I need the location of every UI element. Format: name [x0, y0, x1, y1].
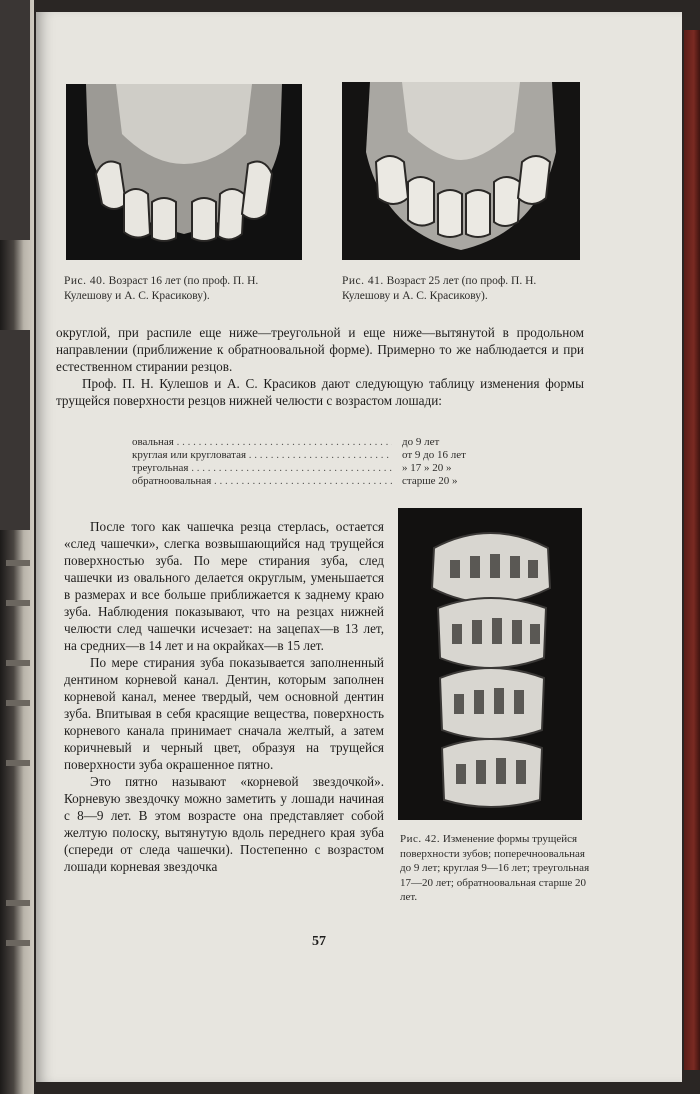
table-shape-cell: овальная . . .: [132, 436, 392, 449]
left-page-text: [6, 760, 30, 766]
left-page-text: [6, 700, 30, 706]
table-row: [132, 436, 512, 449]
paragraph-root-canal: По мере стирания зуба показывается заполненный дентином корневой канал. Дентин, которым заполнен корневой канал, менее твердый, чем основной дентин зуба. Впитывая в себя красящие вещества, поверхность корневого канала принимает сначала желтый, а затем коричневый и черный цвет, образуя на трущейся поверхности зуба окрашенное пятно.: [64, 655, 384, 772]
paragraph-table-intro: Проф. П. Н. Кулешов и А. С. Красиков дают следующую таблицу изменения формы трущейся поверхности резцов нижней челюсти с возрастом лошади:: [56, 376, 584, 408]
left-page-text: [6, 660, 30, 666]
paragraph-root-star: Это пятно называют «корневой звездочкой». Корневую звездочку можно заметить у лошади начиная с 8—9 лет. В этом возрасте она представляет собой желтую полоску, вытянутую вдоль переднего края зуба (спереди от следа чашечки). Постепенно с возрастом лошади корневая звездочка: [64, 774, 384, 874]
left-page-photo: [0, 330, 30, 530]
table-age-cell: от 9 до 16 лет: [402, 449, 466, 461]
table-age-cell: до 9 лет: [402, 436, 440, 448]
age-shape-table: [132, 436, 512, 488]
figure-41-caption: [342, 274, 586, 304]
paragraph-continuation: округлой, при распиле еще ниже—треугольной и еще ниже—вытянутой в продольном направлении (приближение к обратноовальной форме). Примерно то же наблюдается и при естественном стирании резцов.: [56, 325, 584, 374]
table-row: [132, 462, 512, 475]
table-shape-cell: круглая или кругловатая . . .: [132, 449, 392, 462]
figure-41-label: Рис. 41.: [342, 275, 384, 287]
paragraph-cup-trace: После того как чашечка резца стерлась, остается «след чашечки», слегка возвышающийся над трущейся поверхностью зуба. По мере стирания зуба, след чашечки из овального делается округлым, уменьшается в размерах и все больше приближается к заднему краю зуба. Наблюдения показывают, что на резцах нижней челюсти след чашечки исчезает: на зацепах—в 13 лет, на средних—в 14 лет и на окрайках—в 15 лет.: [64, 519, 384, 653]
figure-42-label: Рис. 42.: [400, 833, 441, 845]
left-page-text: [6, 600, 30, 606]
paragraph-top: [56, 324, 584, 409]
figure-40-photo: [66, 84, 302, 260]
table-shape-cell: обратноовальная . . .: [132, 475, 392, 488]
left-page-text: [6, 560, 30, 566]
figure-42-photo: [398, 508, 582, 820]
figure-40-caption: [64, 274, 304, 304]
book-cover-edge: [684, 30, 700, 1070]
paragraph-column: [64, 518, 384, 875]
figure-41-photo: [342, 82, 580, 260]
figure-42-caption: [400, 832, 590, 905]
left-page-edge: [0, 0, 34, 1094]
table-row: [132, 475, 512, 488]
table-row: [132, 449, 512, 462]
left-page-text: [6, 900, 30, 906]
left-page-text: [6, 940, 30, 946]
left-page-photo: [0, 0, 30, 240]
table-shape-cell: треугольная . . .: [132, 462, 392, 475]
figure-42-caption-text: Изменение формы трущейся поверхности зубов; поперечноовальная до 9 лет; круглая 9—16 лет; треугольная 17—20 лет; обратноовальная старше 20 лет.: [400, 833, 590, 903]
page-number: 57: [312, 934, 326, 949]
figure-40-label: Рис. 40.: [64, 275, 106, 287]
figure-40-caption-text: Возраст 16 лет (по проф. П. Н. Кулешову и А. С. Красикову).: [64, 275, 259, 302]
table-age-cell: » 17 » 20 »: [402, 462, 452, 474]
table-age-cell: старше 20 »: [402, 475, 458, 487]
book-page: [36, 12, 682, 1082]
figure-41-caption-text: Возраст 25 лет (по проф. П. Н. Кулешову и А. С. Красикову).: [342, 275, 537, 302]
